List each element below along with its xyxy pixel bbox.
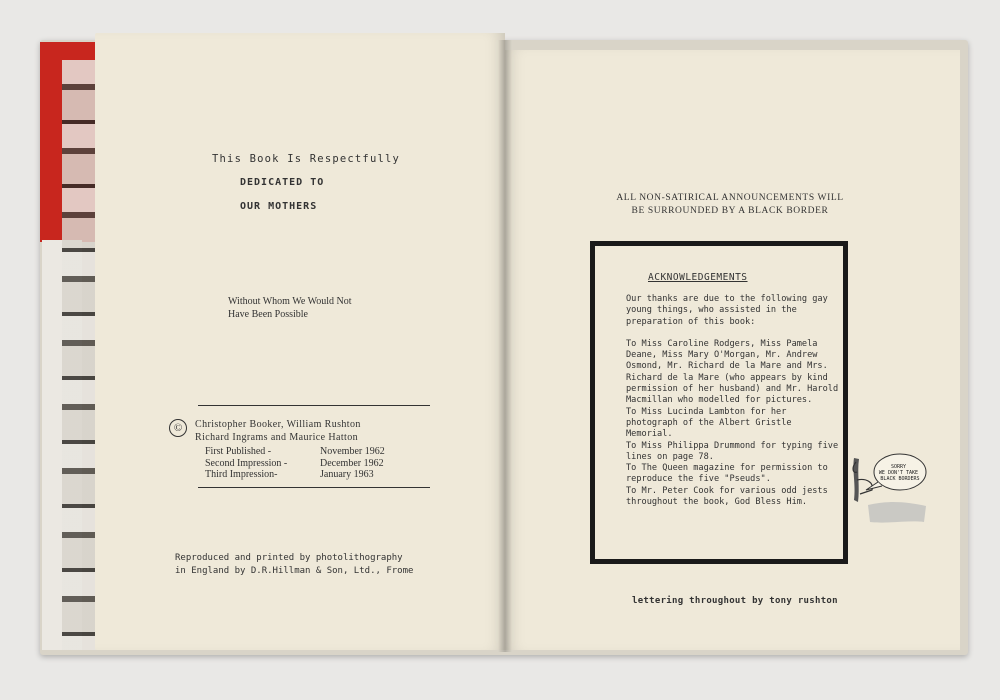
impression-date: November 1962 <box>320 446 385 457</box>
impression-label: Third Impression- <box>205 469 278 480</box>
impressions-table <box>205 446 410 481</box>
without-line-1: Without Whom We Would Not <box>228 296 352 307</box>
ack-paragraph: To Mr. Peter Cook for various odd jests throughout the book, God Bless Him. <box>626 485 828 508</box>
copyright-line-2: Richard Ingrams and Maurice Hatton <box>195 432 358 443</box>
announce-line-1: ALL NON-SATIRICAL ANNOUNCEMENTS WILL <box>616 193 844 203</box>
printer-line-1: Reproduced and printed by photolithography <box>175 553 403 563</box>
impression-label: First Published - <box>205 446 272 457</box>
without-whom-text <box>228 295 352 321</box>
cartoon-figure-icon <box>848 450 928 530</box>
impression-row <box>205 469 410 481</box>
bottom-rule <box>198 487 430 488</box>
black-border-announcement <box>595 192 865 218</box>
lettering-credit: lettering throughout by tony rushton <box>632 596 838 606</box>
impression-row <box>205 446 410 458</box>
dedication-line-1: This Book Is Respectfully <box>212 153 401 165</box>
impression-date: December 1962 <box>320 457 384 469</box>
printer-line-2: in England by D.R.Hillman & Son, Ltd., Frome <box>175 566 414 576</box>
ack-paragraph: To Miss Caroline Rodgers, Miss Pamela Deane, Miss Mary O'Morgan, Mr. Andrew Osmond, Mr. Richard de la Mare and Mrs. Richard de la Mare (who appears by kind permission of her husband) and Mr. Harold Macmillan who modelled for pictures. <box>626 338 839 406</box>
printer-credit <box>175 552 413 578</box>
impression-date: January 1963 <box>320 469 374 480</box>
cartoon-speech-line: BLACK BORDERS <box>880 476 920 482</box>
ack-paragraph: To The Queen magazine for permission to reproduce the five "Pseuds". <box>626 463 828 485</box>
ack-paragraph: To Miss Lucinda Lambton for her photograph of the Albert Gristle Memorial. <box>626 406 792 440</box>
dedication-line-2: DEDICATED TO <box>240 177 325 188</box>
without-line-2: Have Been Possible <box>228 309 308 320</box>
copyright-line-1: Christopher Booker, William Rushton <box>195 419 361 430</box>
dedication-line-3: OUR MOTHERS <box>240 201 318 212</box>
acknowledgements-title: ACKNOWLEDGEMENTS <box>648 272 748 283</box>
ack-intro: Our thanks are due to the following gay young things, who assisted in the preparation of this book: <box>626 294 828 327</box>
ack-paragraph: To Miss Philippa Drummond for typing five lines on page 78. <box>626 440 839 462</box>
top-rule <box>198 405 430 406</box>
book-gutter <box>498 40 512 652</box>
impression-row <box>205 458 410 470</box>
acknowledgements-text <box>626 294 841 508</box>
cartoon-speech-line: WE DON'T TAKE <box>878 470 919 476</box>
announce-line-2: BE SURROUNDED BY A BLACK BORDER <box>631 206 829 216</box>
cartoon-speech-line: SORRY <box>890 464 907 470</box>
impression-label: Second Impression - <box>205 457 288 469</box>
copyright-symbol: © <box>169 419 187 437</box>
